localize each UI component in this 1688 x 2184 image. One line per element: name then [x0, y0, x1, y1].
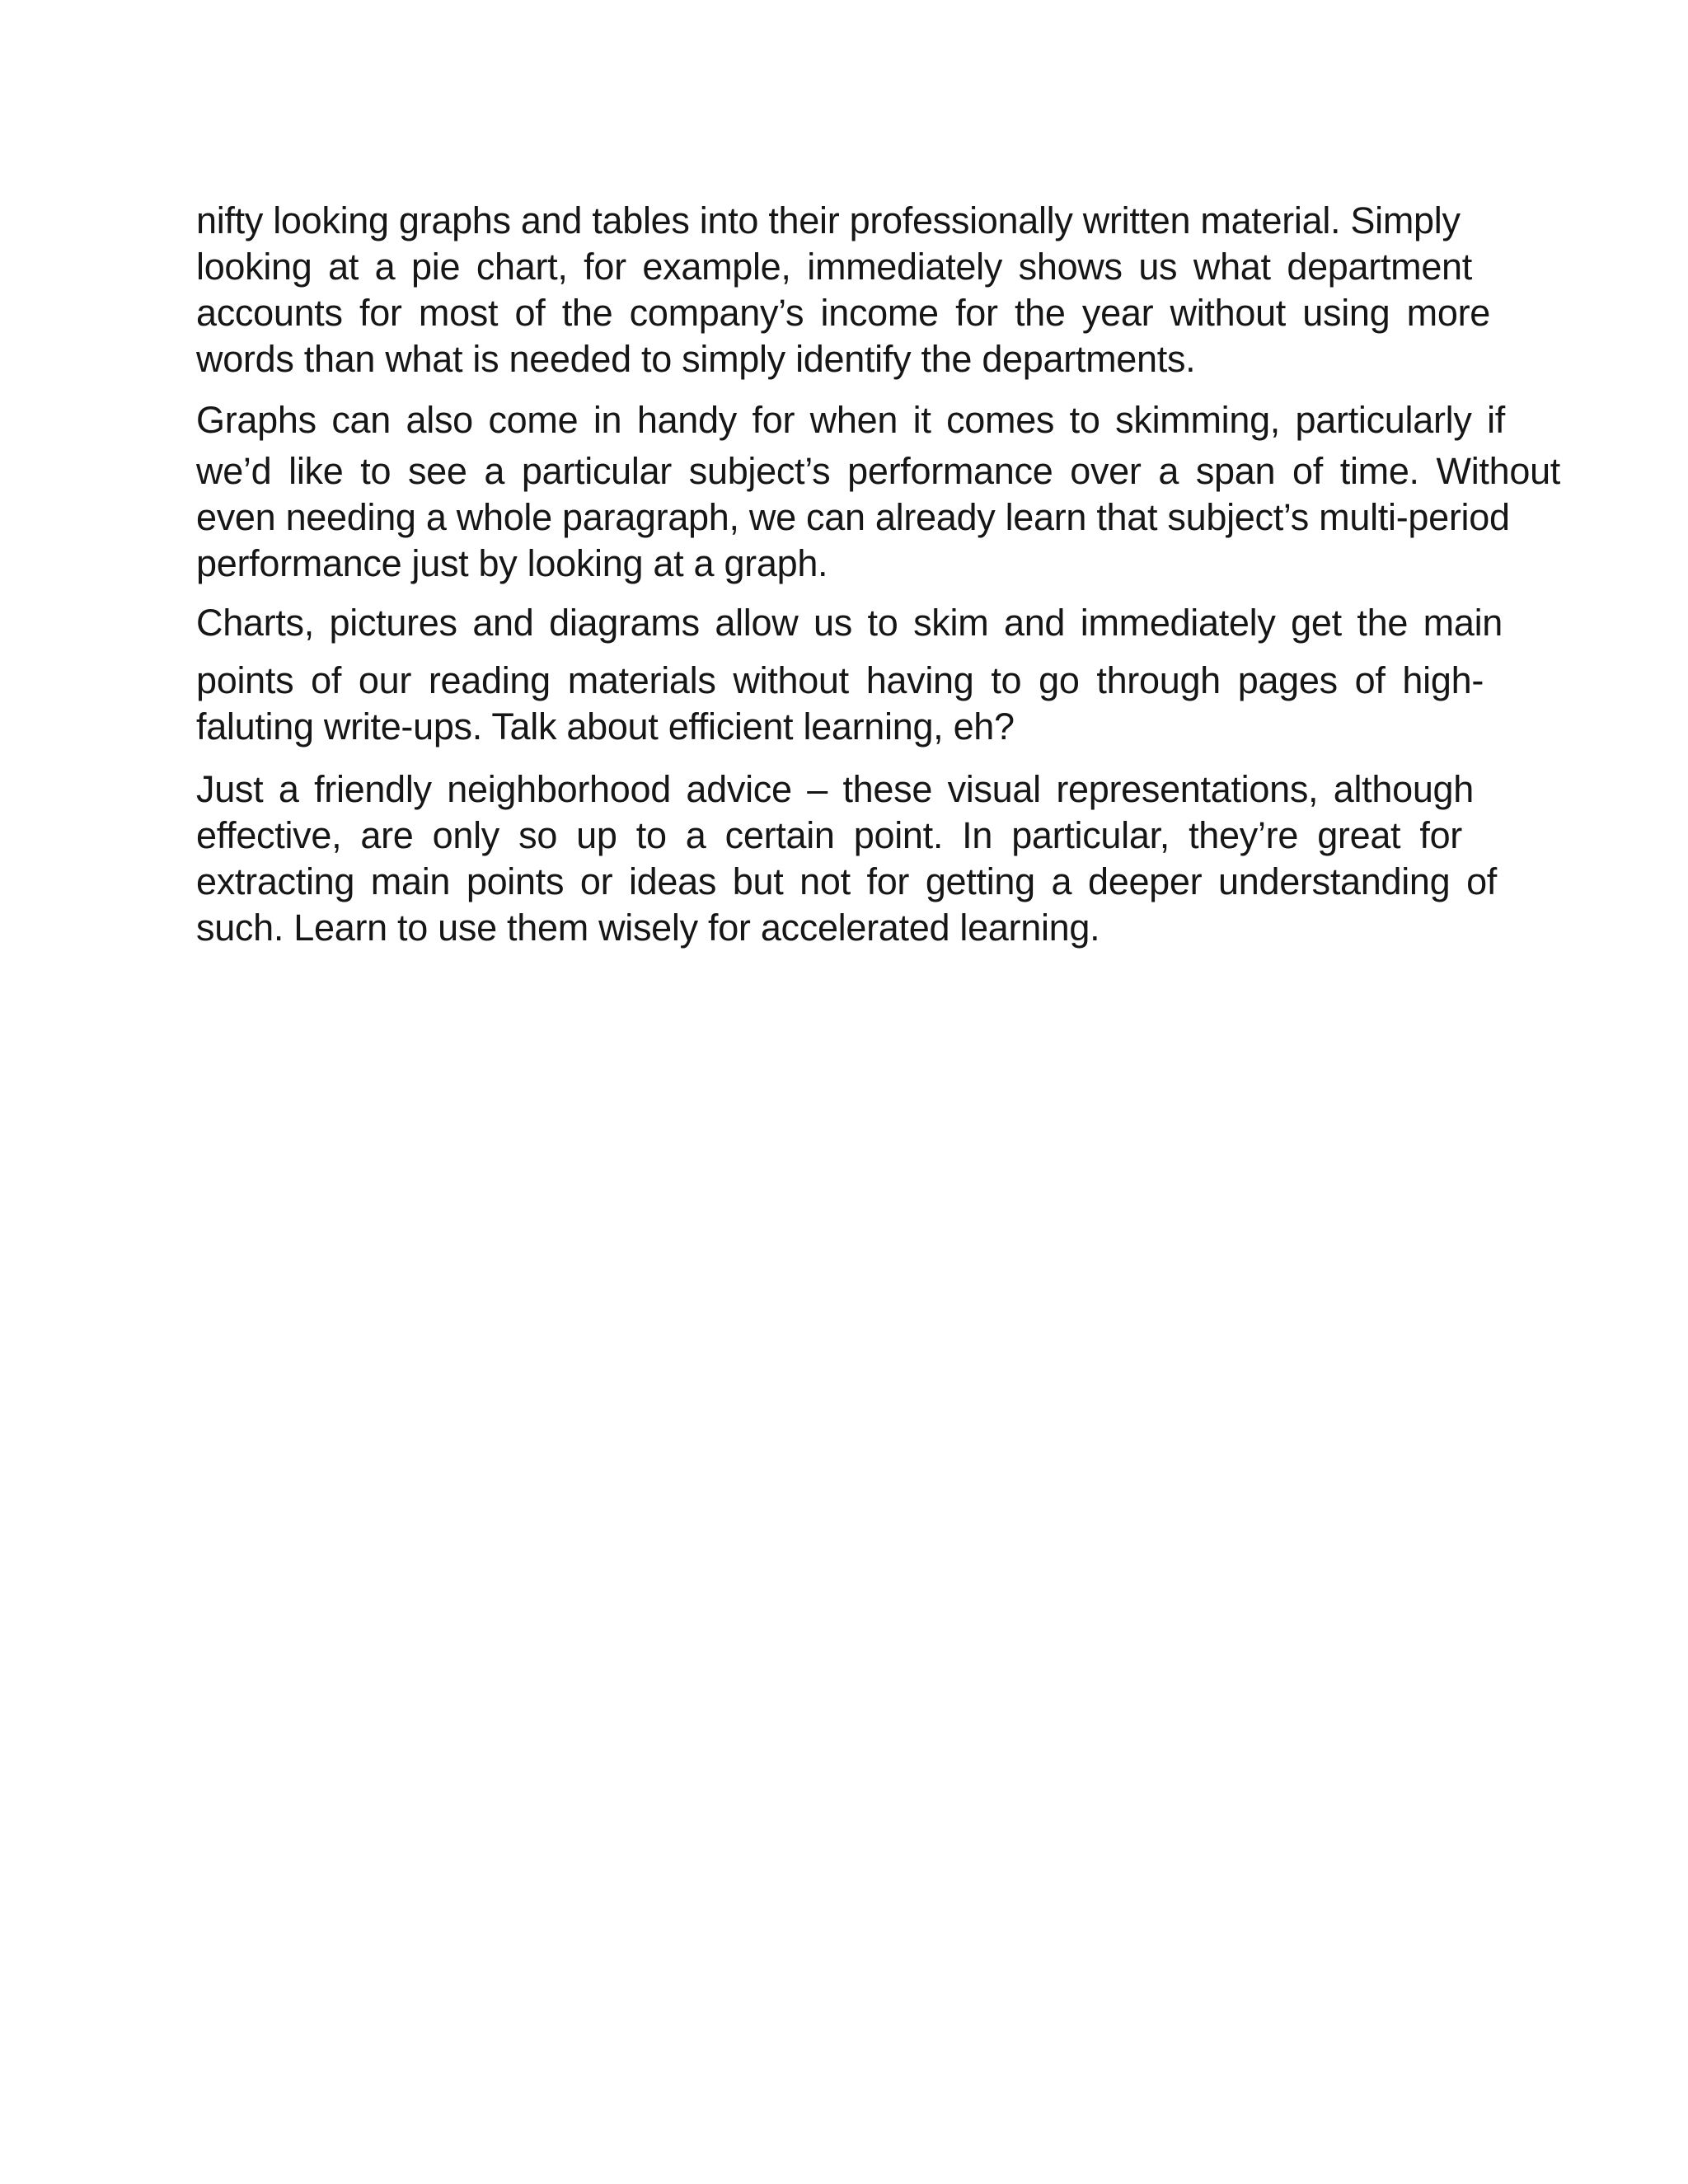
- text-line: accounts for most of the company’s income for the year without using more: [196, 292, 1490, 334]
- text-line: extracting main points or ideas but not for getting a deeper understanding of: [196, 860, 1497, 902]
- text-line: faluting write-ups. Talk about efficient learning, eh?: [196, 705, 1015, 748]
- paragraph-3: [196, 600, 1531, 750]
- body-text: [196, 198, 1560, 964]
- text-line: such. Learn to use them wisely for accelerated learning.: [196, 907, 1100, 949]
- text-line: we’d like to see a particular subject’s performance over a span of time. Without: [196, 450, 1560, 492]
- paragraph-2: [196, 397, 1560, 587]
- text-line: points of our reading materials without having to go through pages of high-: [196, 659, 1484, 701]
- text-line: nifty looking graphs and tables into their professionally written material. Simply: [196, 199, 1461, 241]
- text-line: Graphs can also come in handy for when it comes to skimming, particularly if: [196, 399, 1505, 441]
- text-line: Charts, pictures and diagrams allow us to skim and immediately get the main: [196, 602, 1503, 644]
- paragraph-4: [196, 766, 1531, 951]
- text-line: even needing a whole paragraph, we can already learn that subject’s multi-period: [196, 496, 1510, 538]
- text-line: words than what is needed to simply identify the departments.: [196, 338, 1196, 380]
- text-line: performance just by looking at a graph.: [196, 542, 828, 584]
- text-line: looking at a pie chart, for example, immediately shows us what department: [196, 246, 1472, 288]
- text-line: effective, are only so up to a certain point. In particular, they’re great for: [196, 814, 1462, 856]
- paragraph-1: [196, 198, 1531, 382]
- text-line: Just a friendly neighborhood advice – these visual representations, although: [196, 768, 1474, 810]
